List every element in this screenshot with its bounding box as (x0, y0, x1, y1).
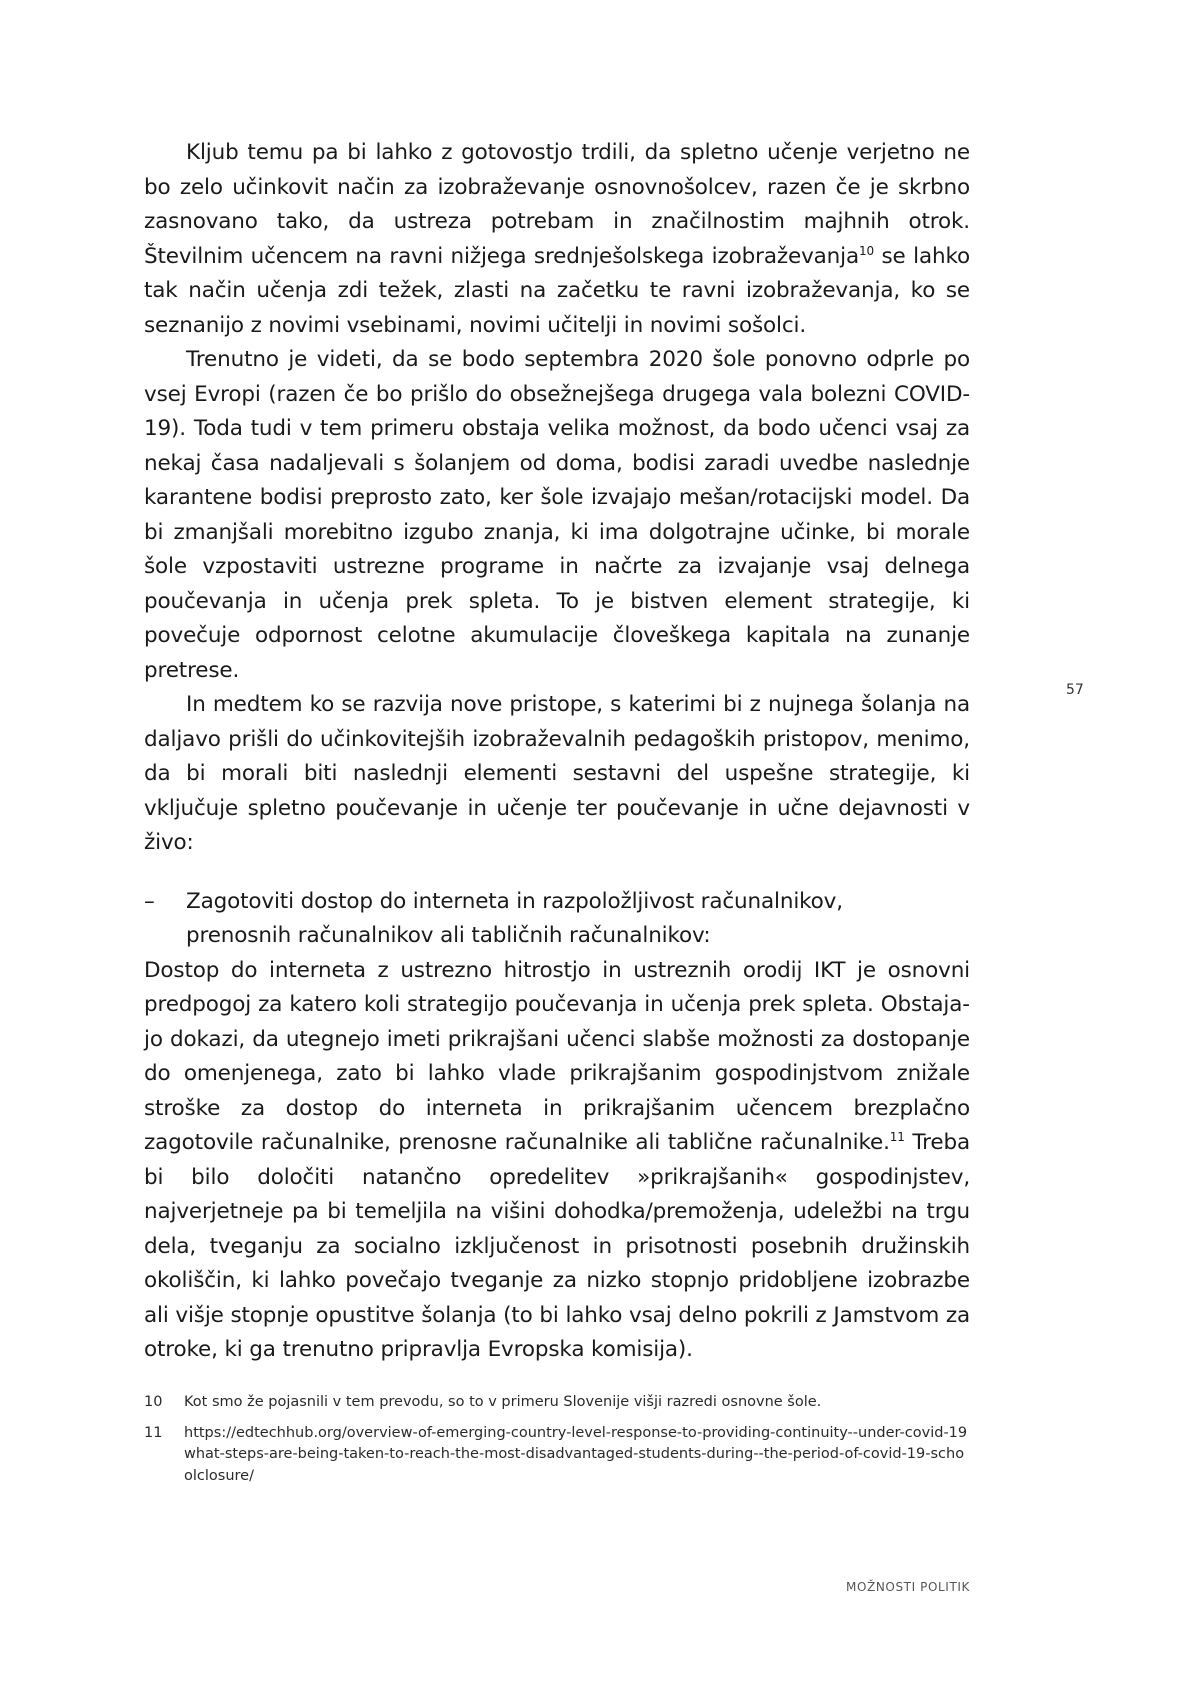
footnote-number: 10 (144, 1394, 163, 1410)
bullet-item (144, 885, 970, 954)
footnote-ref-10[interactable]: 10 (859, 243, 874, 258)
footnote-11 (144, 1423, 970, 1488)
bullet-dash: – (144, 888, 155, 914)
footnote-number: 11 (144, 1424, 163, 1441)
footnote-ref-11[interactable]: 11 (889, 1129, 905, 1144)
paragraph-3: In medtem ko se razvija nove pristope, s katerimi bi z nujnega šolanja na daljavo prišli do učinkovitejših izobraževalnih pedagoških pristopov, menimo, da bi morali biti naslednji elementi sestavni del uspešne strategije, ki vključuje spletno poučevanje in učenje ter poučevanje in učne dejavnosti v živo: (144, 692, 970, 855)
paragraph-2: Trenutno je videti, da se bodo septembra 2020 šole ponovno odprle po vsej Evropi (razen če bo prišlo do obsežnejšega drugega vala bolezni COVID-19). Toda tudi v tem primeru obstaja velika možnost, da bodo učenci vsaj za nekaj časa nadaljevali s šolanjem od doma, bodisi zaradi uvedbe naslednje karantene bodisi preprosto zato, ker šole izvajajo mešan/rotacijski model. Da bi zmanjšali morebitno izgubo znanja, ki ima dolgotrajne učinke, bi morale šole vzpostaviti ustrezne programe in načrte za izvajanje vsaj delnega poučevanja in učenja prek spleta. To je bistven element strategije, ki povečuje odpornost celotne akumulacije človeškega kapitala na zunanje pretrese. (144, 347, 970, 683)
footnotes (144, 1392, 970, 1496)
paragraph-4: Dostop do interneta z ustrezno hitrostjo in ustreznih orodij IKT je osnovni predpogoj za katero koli strategijo poučevanja in učenja prek spleta. Obstajajo dokazi, da utegnejo imeti prikrajšani učenci slabše možnosti za dostopanje do omenjenega, zato bi lahko vlade prikrajšanim gospodinjstvom znižale stroške za dostop do interneta in prikrajšanim učencem brezplačno zagotovile računalnike, prenosne računalnike ali tablične računalnike.$^{11}$ Treba bi bilo določiti natančno opredelitev »prikrajšanih« gospodinjstev, najverjetneje pa bi temeljila na višini dohodka/premoženja, udeležbi na trgu dela, tveganju za socialno izključenost in prisotnosti posebnih družinskih okoliščin, ki lahko povečajo tveganje za nizko stopnjo pridobljene izobrazbe ali višje stopnje opustitve šolanja (to bi lahko vsaj delno pokrili z Jamstvom za otroke, ki ga trenutno pripravlja Evropska komisija). (144, 957, 970, 1362)
paragraph-1: Kljub temu pa bi lahko z gotovostjo trdili, da spletno učenje verjetno ne bo zelo učinkovit način za izobraževanje osnovnošolcev, razen če je skrbno zasnovano tako, da ustreza potrebam in značilnostim majhnih otrok. Številnim učencem na ravni nižjega srednješolskega izobraževanja$^{10}$ se lahko tak način učenja zdi težek, zlasti na začetku te ravni izobraževanja, ko se seznanijo z novimi vsebinami, novimi učitelji in novimi sošolci. (144, 140, 970, 338)
body-text (144, 136, 970, 1368)
running-footer: MOŽNOSTI POLITIK (846, 1580, 970, 1594)
footnote-link[interactable]: https://edtechhub.org/overview-of-emerging-country-level-response-to-providing-continuity--under-covid-19what-steps-are-being-taken-to-reach-the-most-disadvantaged-students-during--the-period-of-covid-19-schoolclosure/ (184, 1424, 968, 1484)
page-number: 57 (1066, 682, 1084, 698)
footnote-10 (144, 1392, 970, 1414)
bullet-text: Zagotoviti dostop do interneta in razpoložljivost računalnikov, prenosnih računalnikov ali tabličnih računalnikov: (186, 888, 843, 948)
footnote-text: Kot smo že pojasnili v tem prevodu, so to v primeru Slovenije višji razredi osnovne šole. (184, 1394, 822, 1410)
